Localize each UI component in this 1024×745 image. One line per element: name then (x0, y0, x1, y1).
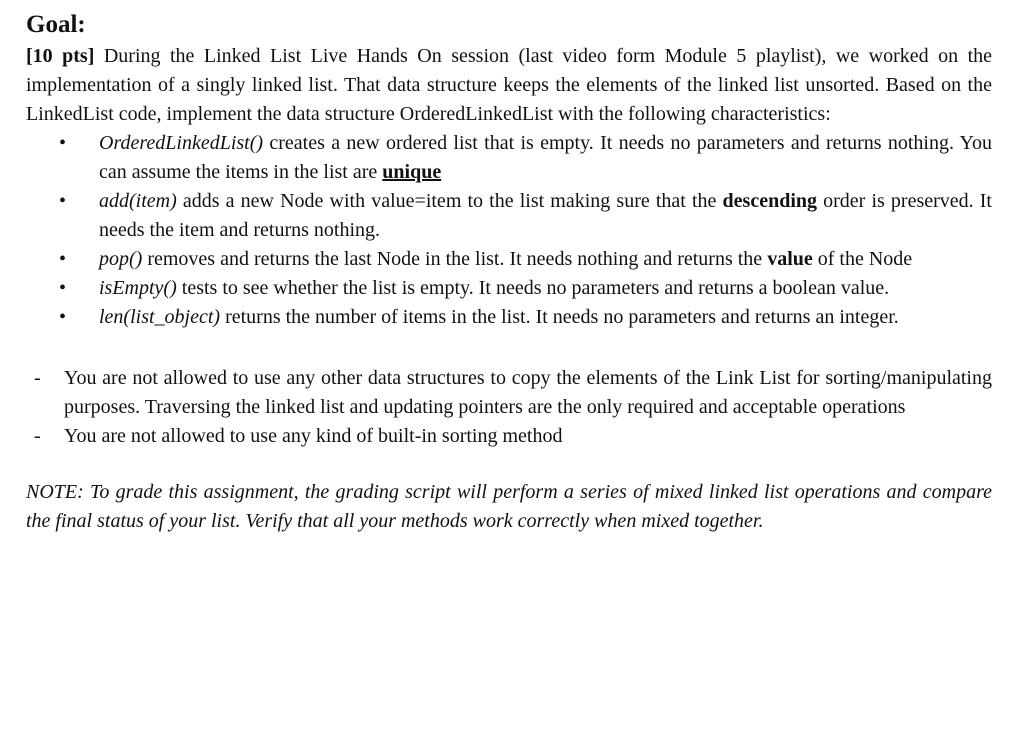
bullet-icon: • (59, 132, 67, 154)
list-item (59, 274, 992, 303)
rule-text: You are not allowed to use any other data structures to copy the elements of the Link List for sorting/manipulating purposes. Traversing the linked list and updating pointers are the only required and acceptable operations (64, 367, 992, 418)
list-item (59, 187, 992, 245)
list-item (59, 303, 992, 332)
method-name: len(list_object) (99, 306, 221, 328)
method-desc-tail: order is preserved. It needs the item and returns nothing. (99, 190, 992, 241)
points-label: [10 pts] (26, 45, 95, 67)
grading-note: NOTE: To grade this assignment, the grading script will perform a series of mixed linked list operations and compare the final status of your list. Verify that all your methods work correctly when mixed together. (26, 481, 992, 532)
list-item (34, 422, 992, 451)
method-name: add(item) (99, 190, 177, 212)
rules-list (26, 364, 992, 451)
dash-icon: - (34, 425, 41, 447)
rule-text: You are not allowed to use any kind of built-in sorting method (64, 425, 563, 447)
method-desc-tail: of the Node (812, 248, 913, 270)
list-item (34, 364, 992, 422)
bullet-icon: • (59, 277, 67, 299)
intro-paragraph (26, 42, 992, 129)
list-item (59, 245, 992, 274)
emphasis: unique (382, 161, 442, 183)
method-desc: adds a new Node with value=item to the list making sure that the (176, 190, 723, 212)
bullet-icon: • (59, 306, 67, 328)
bullet-icon: • (59, 190, 67, 212)
emphasis: descending (722, 190, 817, 212)
method-desc: returns the number of items in the list. It needs no parameters and returns an integer. (220, 306, 899, 328)
method-desc: tests to see whether the list is empty. It needs no parameters and returns a boolean value. (176, 277, 890, 299)
goal-heading: Goal: (26, 11, 86, 38)
bullet-icon: • (59, 248, 67, 270)
method-list (26, 129, 992, 332)
emphasis: value (767, 248, 813, 270)
list-item (59, 129, 992, 187)
method-name: OrderedLinkedList() (99, 132, 264, 154)
method-name: isEmpty() (99, 277, 177, 299)
method-desc: creates a new ordered list that is empty. It needs no parameters and returns nothing. You can assume the items in the list are (99, 132, 992, 183)
intro-text: During the Linked List Live Hands On session (last video form Module 5 playlist), we worked on the implementation of a singly linked list. That data structure keeps the elements of the linked list unsorted. Based on the LinkedList code, implement the data structure OrderedLinkedList with the following characteristics: (26, 45, 992, 125)
method-name: pop() (99, 248, 143, 270)
dash-icon: - (34, 367, 41, 389)
method-desc: removes and returns the last Node in the list. It needs nothing and returns the (142, 248, 768, 270)
